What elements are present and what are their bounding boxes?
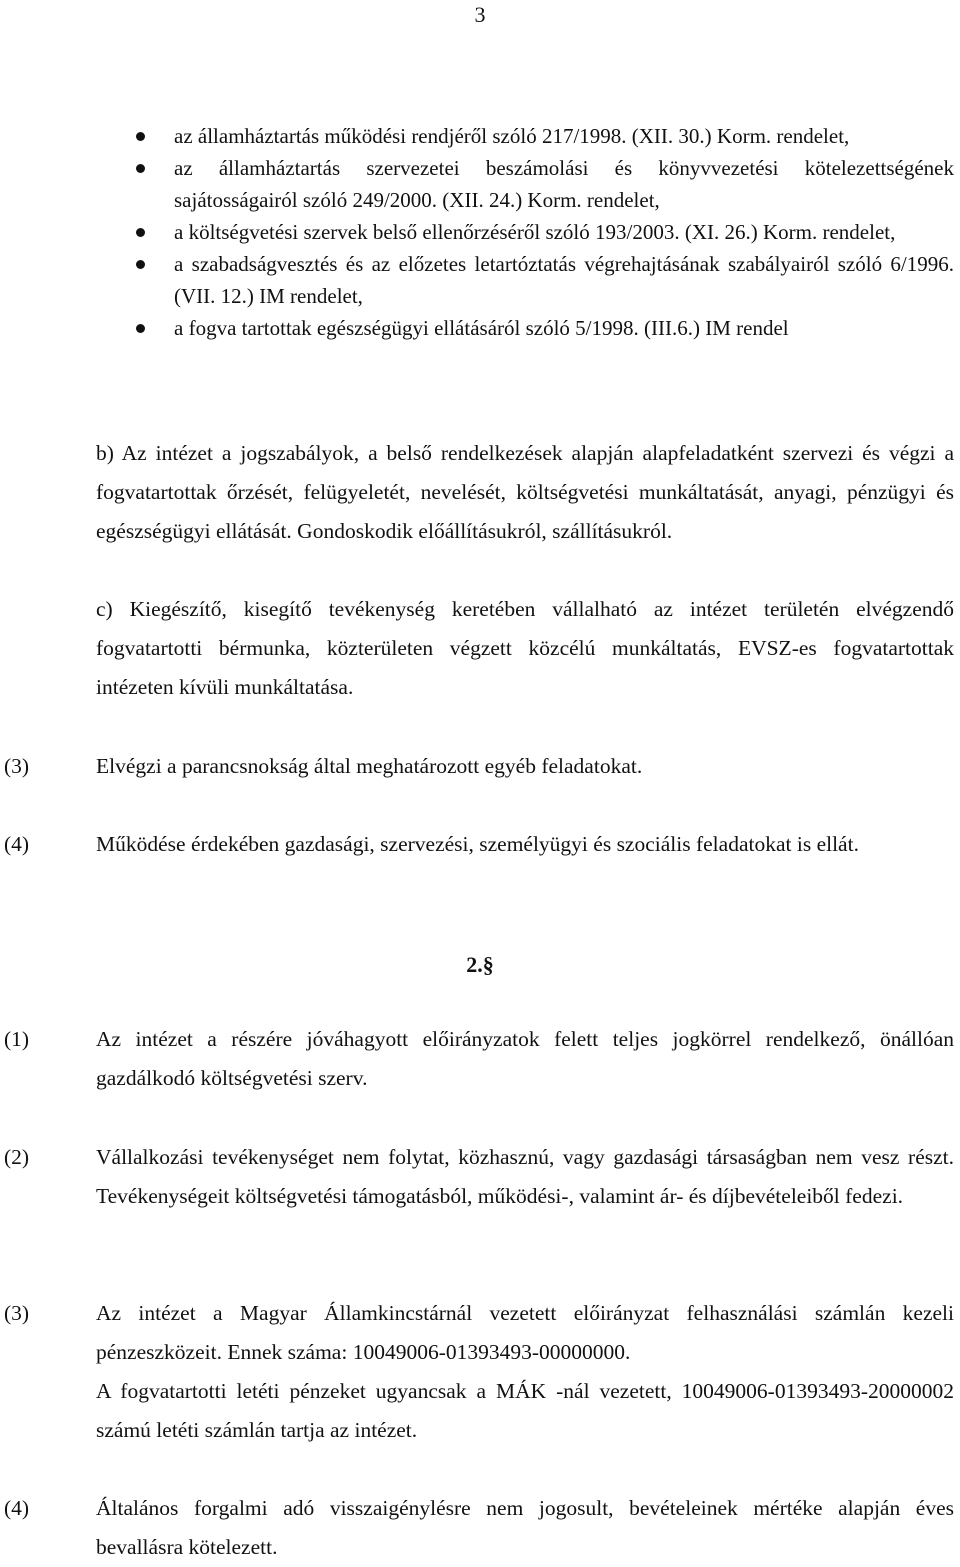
bullet-icon [136, 324, 145, 333]
clause-text-group [96, 1294, 954, 1450]
clause-number: (4) [4, 832, 30, 856]
clause-text: Vállalkozási tevékenységet nem folytat, közhasznú, vagy gazdasági társaságban nem vesz részt. Tevékenységeit költségvetési támogatásból, működési-, valamint ár- és díjbevételeiből fedezi. [96, 1145, 954, 1208]
page-number: 3 [474, 2, 486, 27]
bullet-icon [136, 228, 145, 237]
list-item-text: a fogva tartottak egészségügyi ellátásáról szóló 5/1998. (III.6.) IM rendel [174, 316, 789, 340]
bullet-icon [136, 260, 145, 269]
list-item-text: az államháztartás szervezetei beszámolási és könyvvezetési kötelezettségének sajátosságairól szóló 249/2000. (XII. 24.) Korm. rendelet, [174, 156, 954, 212]
legal-reference-list [174, 120, 954, 344]
clause-text: Elvégzi a parancsnokság által meghatározott egyéb feladatokat. [96, 754, 643, 778]
paragraph-b: b) Az intézet a jogszabályok, a belső rendelkezések alapján alapfeladatként szervezi és végzi a fogvatartottak őrzését, felügyeletét, nevelését, költségvetési munkáltatását, anyagi, pénzügyi és egészségügyi ellátását. Gondoskodik előállításukról, szállításukról. [96, 441, 954, 543]
paragraph-c: c) Kiegészítő, kisegítő tevékenység keretében vállalható az intézet területén elvégzendő fogvatartotti bérmunka, közterületen végzett közcélú munkáltatás, EVSZ-es fogvatartottak intézeten kívüli munkáltatása. [96, 597, 954, 699]
clause-number: (4) [4, 1496, 30, 1520]
list-item [174, 120, 954, 152]
list-item [174, 312, 954, 344]
clause-text-continued: A fogvatartotti letéti pénzeket ugyancsak a MÁK -nál vezetett, 10049006-01393493-20000002 számú letéti számlán tartja az intézet. [96, 1379, 954, 1442]
clause-number: (1) [4, 1027, 30, 1051]
list-item [174, 216, 954, 248]
clause-text: Működése érdekében gazdasági, szervezési, személyügyi és szociális feladatokat is ellát. [96, 832, 859, 856]
bullet-icon [136, 164, 145, 173]
clause-number: (3) [4, 1301, 30, 1325]
clause-number: (3) [4, 754, 30, 778]
clause-text: Az intézet a részére jóváhagyott előirányzatok felett teljes jogkörrel rendelkező, önállóan gazdálkodó költségvetési szerv. [96, 1027, 954, 1090]
bullet-icon [136, 132, 145, 141]
list-item [174, 152, 954, 216]
list-item-text: a szabadságvesztés és az előzetes letartóztatás végrehajtásának szabályairól szóló 6/1996. (VII. 12.) IM rendelet, [174, 252, 954, 308]
clause-number: (2) [4, 1145, 30, 1169]
clause-text: Általános forgalmi adó visszaigénylésre nem jogosult, bevételeinek mértéke alapján éves bevallásra kötelezett. [96, 1496, 954, 1559]
list-item [174, 248, 954, 312]
list-item-text: a költségvetési szervek belső ellenőrzéséről szóló 193/2003. (XI. 26.) Korm. rendelet, [174, 220, 896, 244]
clause-text: Az intézet a Magyar Államkincstárnál vezetett előirányzat felhasználási számlán kezeli pénzeszközeit. Ennek száma: 10049006-01393493-00000000. [96, 1301, 954, 1364]
section-heading: 2.§ [466, 952, 494, 977]
list-item-text: az államháztartás működési rendjéről szóló 217/1998. (XII. 30.) Korm. rendelet, [174, 124, 850, 148]
